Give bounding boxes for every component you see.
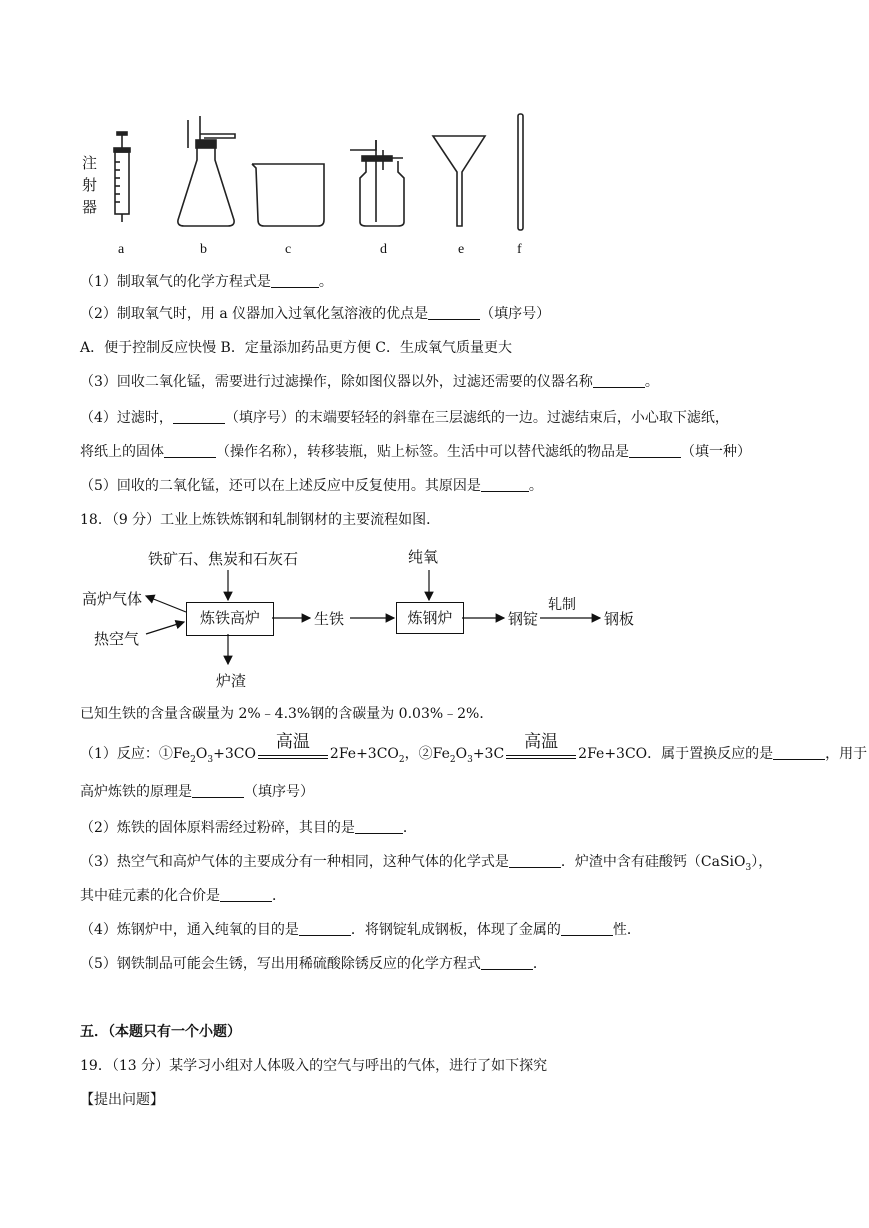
- q19-ask-heading: 【提出问题】: [80, 1092, 164, 1108]
- reaction-condition: 高温: [256, 744, 330, 764]
- apparatus-label-d: d: [380, 242, 387, 257]
- answer-blank[interactable]: [773, 745, 825, 760]
- q19-title: 19．（13 分）某学习小组对人体吸入的空气与呼出的气体，进行了如下探究: [80, 1058, 548, 1074]
- syringe-label-char: 射: [82, 176, 98, 194]
- q17-part1: （1）制取氧气的化学方程式是 。: [80, 274, 333, 290]
- q17-part4-line1: （4）过滤时， （填序号）的末端要轻轻的斜靠在三层滤纸的一边。过滤结束后，小心取下滤纸，: [80, 410, 729, 426]
- flow-slag: 炉渣: [216, 672, 247, 690]
- q18-title: 18．（9 分）工业上炼铁炼钢和轧制钢材的主要流程如图．: [80, 512, 441, 528]
- apparatus-label-e: e: [458, 242, 465, 257]
- flow-rolling: 轧制: [548, 597, 576, 613]
- flow-blast-furnace: 炼铁高炉: [186, 602, 274, 636]
- q17-options: A．便于控制反应快慢 B．定量添加药品更方便 C．生成氧气质量更大: [80, 340, 513, 356]
- q18-part3-line2: 其中硅元素的化合价是 ．: [80, 888, 286, 904]
- apparatus-label-b: b: [200, 242, 207, 257]
- flow-hot-air: 热空气: [94, 630, 140, 648]
- answer-blank[interactable]: [561, 921, 613, 936]
- flow-ingot: 钢锭: [508, 610, 539, 628]
- syringe-label-char: 注: [82, 154, 98, 172]
- flow-raw-materials: 铁矿石、焦炭和石灰石: [148, 550, 299, 568]
- reaction-condition: 高温: [504, 744, 578, 764]
- q18-known: 已知生铁的含量含碳量为 2%﹣4.3%钢的含碳量为 0.03%﹣2%．: [80, 706, 494, 722]
- q18-part1-line2: 高炉炼铁的原理是 （填序号）: [80, 784, 314, 800]
- syringe-label-char: 器: [82, 198, 98, 216]
- answer-blank[interactable]: [192, 783, 244, 798]
- q17-part4-line2: 将纸上的固体 （操作名称），转移装瓶，贴上标签。生活中可以替代滤纸的物品是 （填一种）: [80, 444, 751, 460]
- q18-part5: （5）钢铁制品可能会生锈，写出用稀硫酸除锈反应的化学方程式 ．: [80, 956, 547, 972]
- apparatus-label-a: a: [118, 242, 125, 257]
- flow-gas-out: 高炉气体: [82, 590, 143, 608]
- flow-pure-oxygen: 纯氧: [408, 548, 439, 566]
- flow-steel-furnace: 炼钢炉: [396, 602, 464, 634]
- q17-part3: （3）回收二氧化锰，需要进行过滤操作，除如图仪器以外，过滤还需要的仪器名称 。: [80, 374, 659, 390]
- apparatus-label-c: c: [285, 242, 292, 257]
- answer-blank[interactable]: [355, 819, 403, 834]
- q18-part4: （4）炼钢炉中，通入纯氧的目的是 ．将钢锭轧成钢板，体现了金属的 性．: [80, 922, 641, 938]
- q17-part2: （2）制取氧气时，用 a 仪器加入过氧化氢溶液的优点是 （填序号）: [80, 306, 551, 322]
- section5-heading: 五．（本题只有一个小题）: [80, 1024, 241, 1040]
- answer-blank[interactable]: [509, 853, 561, 868]
- answer-blank[interactable]: [220, 887, 272, 902]
- q18-part2: （2）炼铁的固体原料需经过粉碎，其目的是 ．: [80, 820, 417, 836]
- answer-blank[interactable]: [481, 955, 533, 970]
- q18-part3-line1: （3）热空气和高炉气体的主要成分有一种相同，这种气体的化学式是 ．炉渣中含有硅酸钙（CaSiO$_3$），: [80, 854, 773, 873]
- q18-part1-reactions: （1）反应：$①Fe_2O_3+3CO$ 高温 $2Fe+3CO_2$，$②Fe_2O_3+3C$ 高温 2Fe+3CO．属于置换反应的是 ，用于: [80, 732, 868, 765]
- q17-part5: （5）回收的二氧化锰，还可以在上述反应中反复使用。其原因是 。: [80, 478, 543, 494]
- apparatus-label-f: f: [517, 242, 522, 257]
- flow-pig-iron: 生铁: [314, 610, 345, 628]
- flow-steel-plate: 钢板: [604, 610, 635, 628]
- answer-blank[interactable]: [299, 921, 351, 936]
